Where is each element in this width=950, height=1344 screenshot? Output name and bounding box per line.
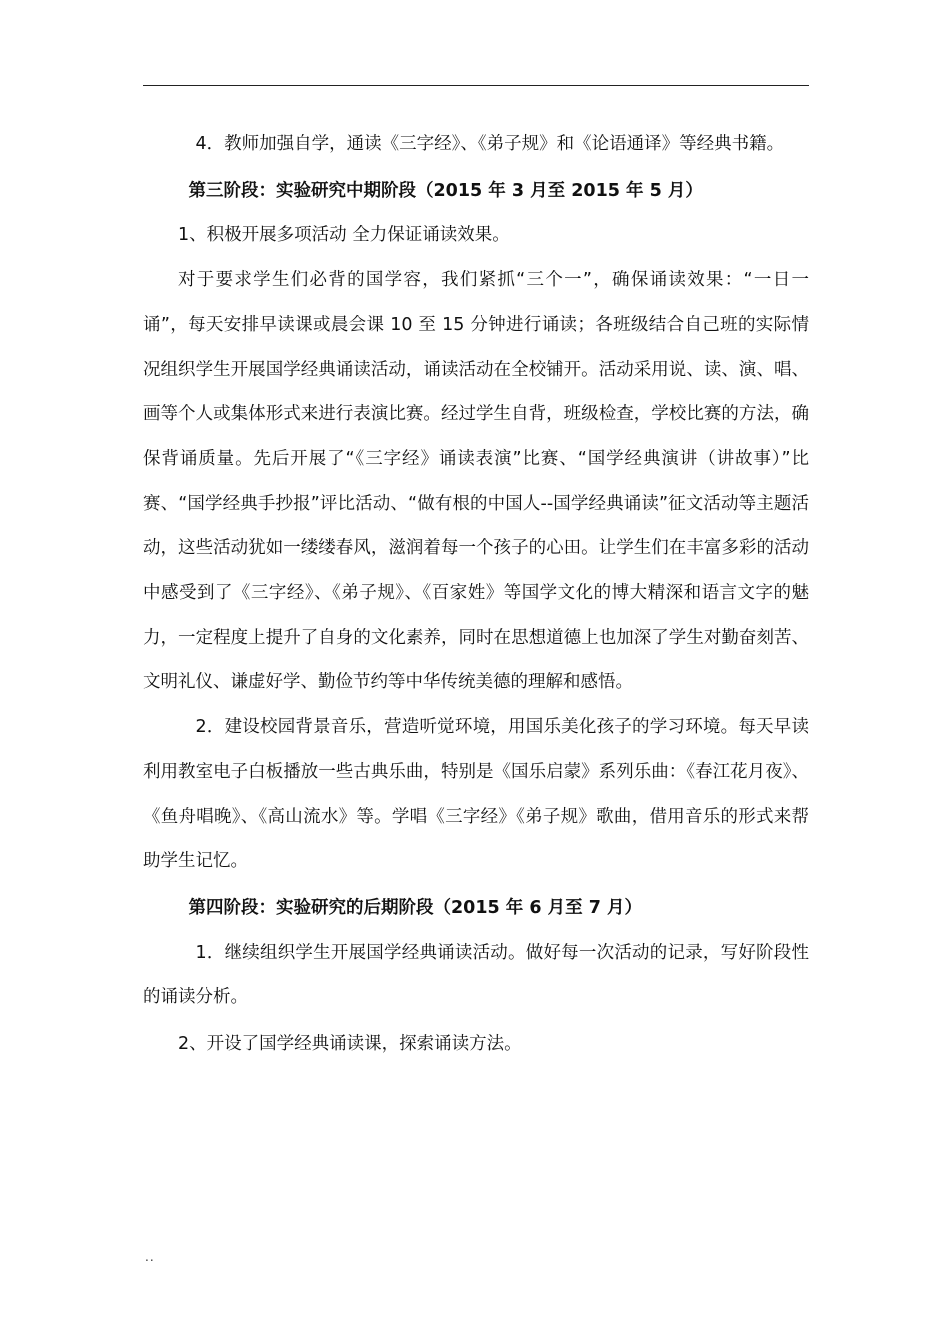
- paragraph-activities-title: 1、积极开展多项活动 全力保证诵读效果。: [178, 225, 510, 246]
- document-body: [143, 122, 809, 1067]
- paragraph-continue-activities: 1．继续组织学生开展国学经典诵读活动。做好每一次活动的记录，写好阶段性的诵读分析。: [143, 942, 809, 1008]
- header-rule: [143, 85, 809, 86]
- paragraph-teacher-self-study: 4．教师加强自学，通读《三字经》、《弟子规》和《论语通译》等经典书籍。: [195, 134, 785, 154]
- paragraph-activities-detail: 对于要求学生们必背的国学容，我们紧抓“三个一”，确保诵读效果：“一日一诵”，每天安排早读课或晨会课 10 至 15 分钟进行诵读；各班级结合自己班的实际情况组织学生开展国学经典诵读活动，诵读活动在全校铺开。活动采用说、读、演、唱、画等个人或集体形式来进行表演比赛。经过学生自背，班级检查，学校比赛的方法，确保背诵质量。先后开展了“《三字经》诵读表演”比赛、“国学经典演讲（讲故事）”比赛、“国学经典手抄报”评比活动、“做有根的中国人--国学经典诵读”征文活动等主题活动，这些活动犹如一缕缕春风，滋润着每一个孩子的心田。让学生们在丰富多彩的活动中感受到了《三字经》、《弟子规》、《百家姓》等国学文化的博大精深和语言文字的魅力，一定程度上提升了自身的文化素养，同时在思想道德上也加深了学生对勤奋刻苦、文明礼仪、谦虚好学、勤俭节约等中华传统美德的理解和感悟。: [143, 270, 809, 693]
- paragraph-background-music: 2．建设校园背景音乐，营造听觉环境，用国乐美化孩子的学习环境。每天早读利用教室电子白板播放一些古典乐曲，特别是《国乐启蒙》系列乐曲：《春江花月夜》、《鱼舟唱晚》、《高山流水》等。学唱《三字经》《弟子规》歌曲，借用音乐的形式来帮助学生记忆。: [143, 717, 809, 872]
- footer-mark: ..: [145, 1250, 155, 1264]
- paragraph-reading-course: 2、开设了国学经典诵读课，探索诵读方法。: [178, 1034, 522, 1055]
- section-heading-stage-four: 第四阶段：实验研究的后期阶段（2015 年 6 月至 7 月）: [188, 897, 643, 918]
- section-heading-stage-three: 第三阶段：实验研究中期阶段（2015 年 3 月至 2015 年 5 月）: [188, 180, 703, 201]
